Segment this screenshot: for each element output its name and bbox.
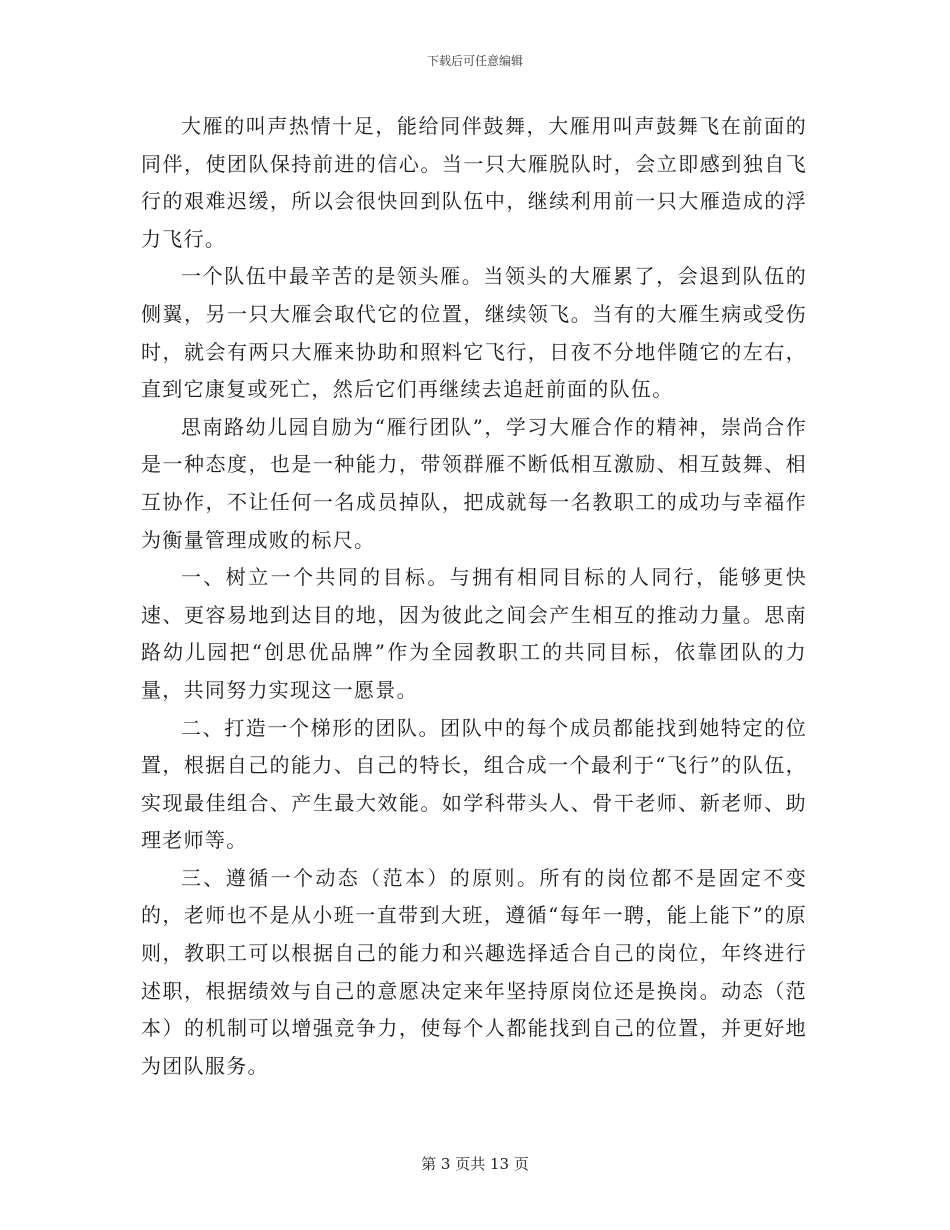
- page-header: 下载后可任意编辑: [426, 54, 523, 68]
- page-number: 第 3 页共 13 页: [421, 1155, 529, 1173]
- document-body: [141, 108, 807, 1085]
- paragraph: 思南路幼儿园自励为“雁行团队”，学习大雁合作的精神，崇尚合作是一种态度，也是一种能力，带领群雁不断低相互激励、相互鼓舞、相互协作，不让任何一名成员掉队，把成就每一名教职工的成功与幸福作为衡量管理成败的标尺。: [141, 414, 807, 552]
- paragraph: 大雁的叫声热情十足，能给同伴鼓舞，大雁用叫声鼓舞飞在前面的同伴，使团队保持前进的信心。当一只大雁脱队时，会立即感到独自飞行的艰难迟缓，所以会很快回到队伍中，继续利用前一只大雁造成的浮力飞行。: [141, 114, 807, 251]
- paragraph: 三、遵循一个动态（范本）的原则。所有的岗位都不是固定不变的，老师也不是从小班一直带到大班，遵循“每年一聘，能上能下”的原则，教职工可以根据自己的能力和兴趣选择适合自己的岗位，年终进行述职，根据绩效与自己的意愿决定来年坚持原岗位还是换岗。动态（范本）的机制可以增强竞争力，使每个人都能找到自己的位置，并更好地为团队服务。: [141, 865, 807, 1078]
- paragraph: 一个队伍中最辛苦的是领头雁。当领头的大雁累了，会退到队伍的侧翼，另一只大雁会取代它的位置，继续领飞。当有的大雁生病或受伤时，就会有两只大雁来协助和照料它飞行，日夜不分地伴随它的左右，直到它康复或死亡，然后它们再继续去追赶前面的队伍。: [141, 264, 807, 402]
- paragraph: 一、树立一个共同的目标。与拥有相同目标的人同行，能够更快速、更容易地到达目的地，因为彼此之间会产生相互的推动力量。思南路幼儿园把“创思优品牌”作为全园教职工的共同目标，依靠团队的力量，共同努力实现这一愿景。: [141, 565, 807, 702]
- paragraph: 二、打造一个梯形的团队。团队中的每个成员都能找到她特定的位置，根据自己的能力、自己的特长，组合成一个最利于“飞行”的队伍，实现最佳组合、产生最大效能。如学科带头人、骨干老师、新老师、助理老师等。: [141, 715, 807, 853]
